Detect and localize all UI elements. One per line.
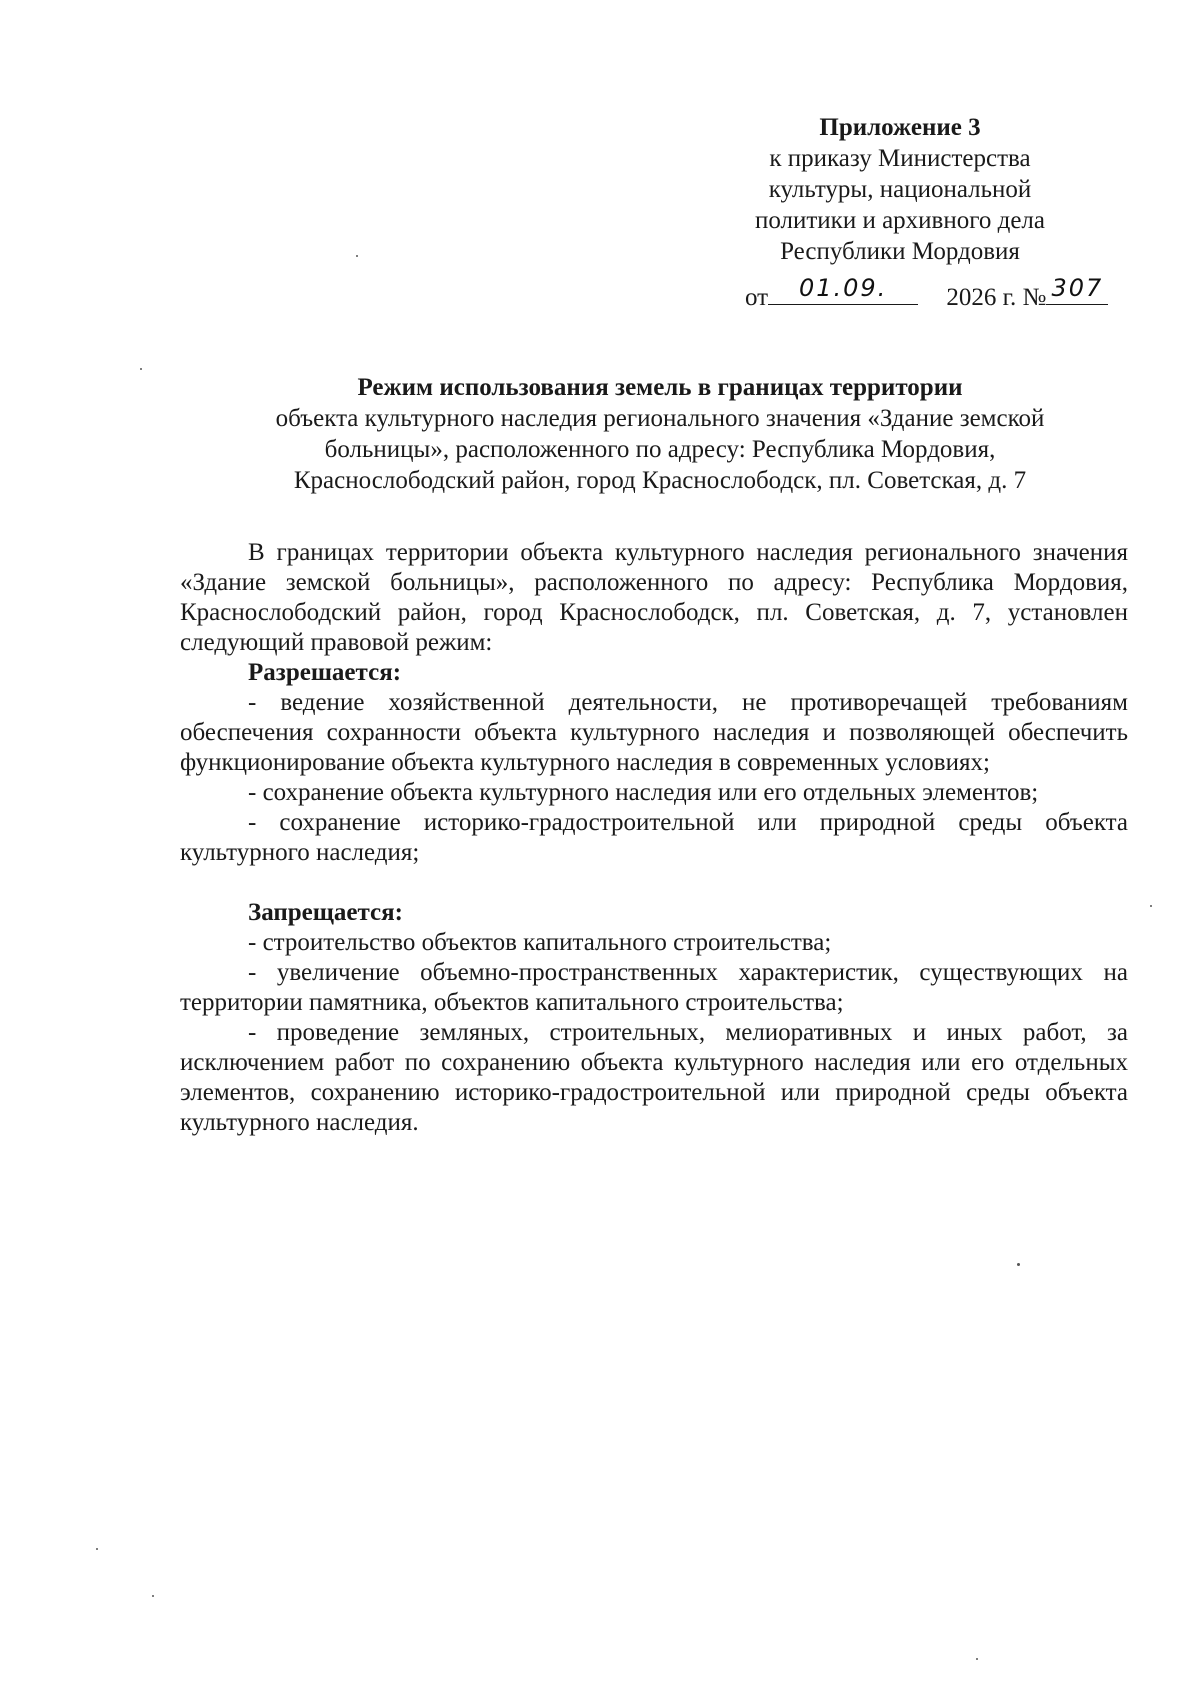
forbidden-item: - строительство объектов капитального строительства; bbox=[248, 929, 832, 956]
forbidden-item: - проведение земляных, строительных, мелиоративных и иных работ, за исключением работ по сохранению объекта культурного наследия или его отдельных элементов, сохранению историко-градостроительной или природной среды объекта культурного наследия. bbox=[180, 1019, 1128, 1136]
date-blank bbox=[768, 274, 918, 305]
intro-paragraph: В границах территории объекта культурного наследия регионального значения «Здание земской больницы», расположенного по адресу: Республика Мордовия, Краснослободский район, город Краснослободск, пл. Советская, д. 7, установлен следующий правовой режим: bbox=[180, 539, 1128, 656]
order-date-line bbox=[745, 274, 1145, 313]
document-body bbox=[180, 538, 1128, 1138]
appendix-line: к приказу Министерства bbox=[769, 145, 1031, 172]
title-line: Краснослободский район, город Краснослободск, пл. Советская, д. 7 bbox=[293, 467, 1027, 494]
allowed-item: - сохранение историко-градостроительной или природной среды объекта культурного наследия; bbox=[180, 809, 1128, 866]
scan-speck bbox=[976, 1658, 978, 1660]
forbidden-item: - увеличение объемно-пространственных характеристик, существующих на территории памятника, объектов капитального строительства; bbox=[180, 959, 1128, 1016]
allowed-item: - ведение хозяйственной деятельности, не противоречащей требованиям обеспечения сохранности объекта культурного наследия и позволяющей обеспечить функционирование объекта культурного наследия в современных условиях; bbox=[180, 689, 1128, 776]
scan-speck bbox=[152, 1595, 154, 1597]
allowed-heading: Разрешается: bbox=[248, 659, 402, 686]
appendix-header bbox=[690, 112, 1110, 267]
date-prefix: от bbox=[745, 284, 769, 311]
appendix-line: Республики Мордовия bbox=[780, 238, 1020, 265]
handwritten-number: 307 bbox=[1051, 274, 1104, 302]
allowed-item: - сохранение объекта культурного наследия или его отдельных элементов; bbox=[248, 779, 1039, 806]
title-line: объекта культурного наследия регионального значения «Здание земской bbox=[275, 405, 1045, 432]
document-title bbox=[180, 372, 1140, 496]
scan-speck bbox=[1017, 1263, 1020, 1266]
appendix-line: политики и архивного дела bbox=[754, 207, 1046, 234]
scan-speck bbox=[356, 255, 358, 257]
handwritten-date: 01.09. bbox=[798, 274, 888, 302]
forbidden-heading: Запрещается: bbox=[248, 899, 404, 926]
scan-speck bbox=[140, 368, 142, 370]
appendix-line: культуры, национальной bbox=[768, 176, 1032, 203]
title-line: больницы», расположенного по адресу: Республика Мордовия, bbox=[324, 436, 996, 463]
year-number-label: 2026 г. № bbox=[946, 284, 1047, 311]
number-blank bbox=[1046, 274, 1108, 305]
title-bold-line: Режим использования земель в границах территории bbox=[357, 374, 963, 401]
appendix-title: Приложение 3 bbox=[819, 114, 981, 141]
scan-speck bbox=[1150, 905, 1152, 907]
scan-speck bbox=[96, 1548, 98, 1550]
